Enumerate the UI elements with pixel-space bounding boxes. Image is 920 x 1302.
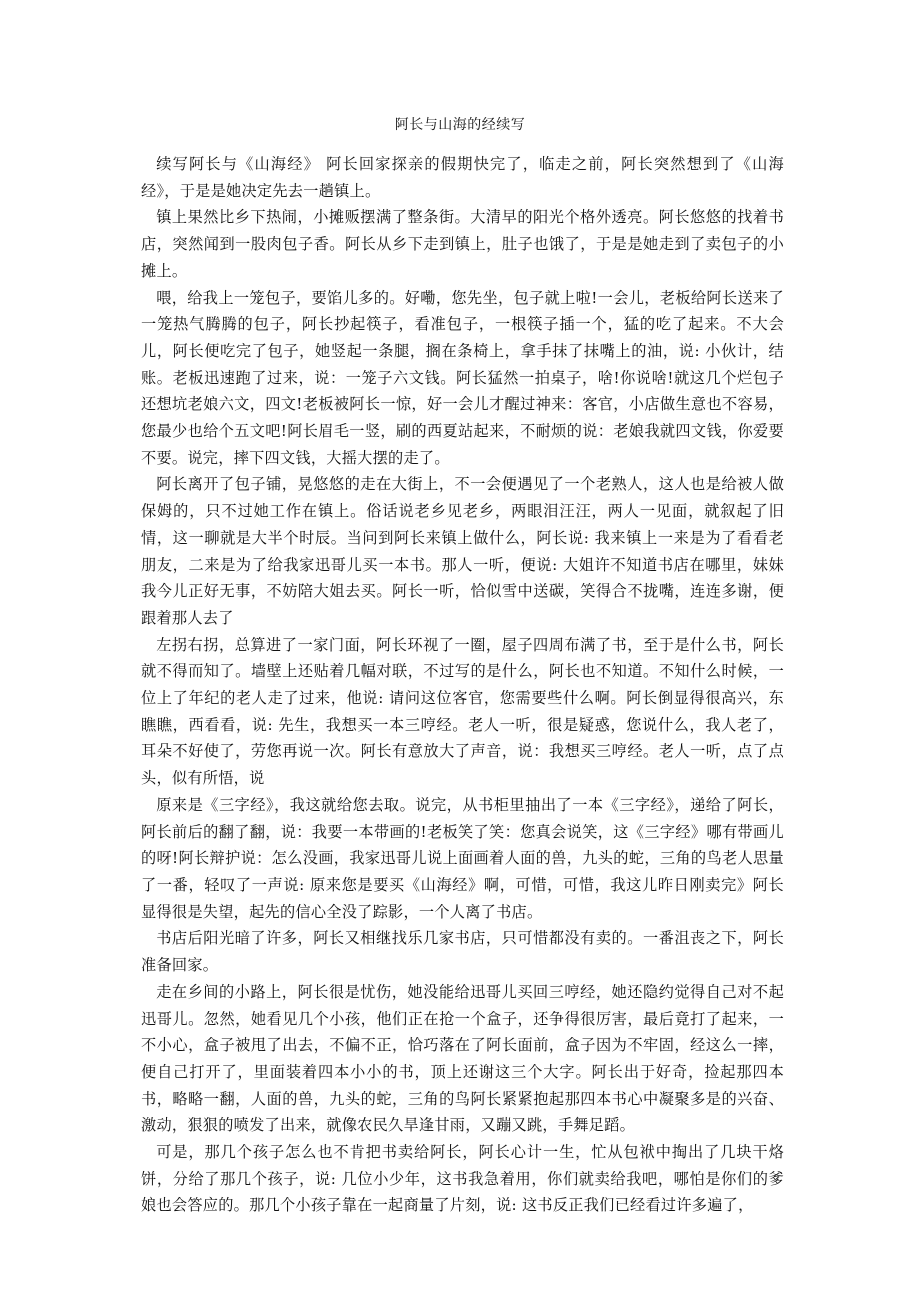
paragraph: 喂，给我上一笼包子，要馅儿多的。好嘞，您先坐，包子就上啦!一会儿，老板给阿长送来了一笼热气腾腾的包子，阿长抄起筷子，看准包子，一根筷子插一个，猛的吃了起来。不大会儿，阿长便吃完了包子，她竖起一条腿，搁在条椅上，拿手抹了抹嘴上的油，说: 小伙计，结账。老板迅速跑了过来，说：一笼子六文钱。阿长猛然一拍桌子，啥!你说啥!就这几个烂包子还想坑老娘六文，四文!老板被阿长一惊，好一会儿才醒过神来：客官，小店做生意也不容易，您最少也给个五文吧!阿长眉毛一竖，刷的西夏站起来，不耐烦的说：老娘我就四文钱，你爱要不要。说完，摔下四文钱，大摇大摆的走了。 [141, 288, 784, 467]
paragraph: 书店后阳光暗了许多，阿长又相继找乐几家书店，只可惜都没有卖的。一番沮丧之下，阿长准备回家。 [141, 929, 784, 975]
paragraph: 可是，那几个孩子怎么也不肯把书卖给阿长，阿长心计一生，忙从包袱中掏出了几块干烙饼，分给了那几个孩子，说: 几位小少年，这书我急着用，你们就卖给我吧，哪怕是你们的爹娘也会答应的。那几个小孩子靠在一起商量了片刻，说: 这书反正我们已经看过许多遍了， [141, 1143, 784, 1215]
paragraph: 左拐右拐，总算进了一家门面，阿长环视了一圈，屋子四周布满了书，至于是什么书，阿长就不得而知了。墙壁上还贴着几幅对联，不过写的是什么，阿长也不知道。不知什么时候，一位上了年纪的老人走了过来，他说: 请问这位客官，您需要些什么啊。阿长倒显得很高兴，东瞧瞧，西看看，说: 先生，我想买一本三哼经。老人一听，很是疑惑，您说什么，我人老了，耳朵不好使了，劳您再说一次。阿长有意放大了声音，说：我想买三哼经。老人一听，点了点头，似有所悟，说 [141, 635, 784, 788]
paragraph: 原来是《三字经》，我这就给您去取。说完，从书柜里抽出了一本《三字经》，递给了阿长，阿长前后的翻了翻，说：我要一本带画的!老板笑了笑：您真会说笑，这《三字经》哪有带画儿的呀!阿长辩护说：怎么没画，我家迅哥儿说上面画着人面的兽，九头的蛇，三角的鸟老人思量了一番，轻叹了一声说: 原来您是要买《山海经》啊，可惜，可惜，我这儿昨日刚卖完》阿长显得很是失望，起先的信心全没了踪影，一个人离了书店。 [141, 795, 784, 921]
paragraph: 续写阿长与《山海经》 阿长回家探亲的假期快完了，临走之前，阿长突然想到了《山海经》，于是是她决定先去一趟镇上。 [141, 155, 784, 200]
paragraph: 走在乡间的小路上，阿长很是忧伤，她没能给迅哥儿买回三哼经，她还隐约觉得自己对不起迅哥儿。忽然，她看见几个小孩，他们正在抢一个盒子，还争得很厉害，最后竟打了起来，一不小心，盒子被甩了出去，不偏不正，恰巧落在了阿长面前，盒子因为不牢固，经这么一摔，便自己打开了，里面装着四本小小的书，顶上还谢这三个大字。阿长出于好奇，捡起那四本书，略略一翻，人面的兽，九头的蛇，三角的鸟阿长紧紧抱起那四本书心中凝聚多是的兴奋、激动，狠狠的喷发了出来，就像农民久旱逢甘雨，又蹦又跳，手舞足蹈。 [141, 982, 784, 1135]
paragraph: 镇上果然比乡下热闹，小摊贩摆满了整条街。大清早的阳光个格外透亮。阿长悠悠的找着书店，突然闻到一股肉包子香。阿长从乡下走到镇上，肚子也饿了，于是是她走到了卖包子的小摊上。 [141, 208, 784, 280]
document-body [141, 151, 784, 1219]
paragraph: 阿长离开了包子铺，晃悠悠的走在大街上，不一会便遇见了一个老熟人，这人也是给被人做保姆的，只不过她工作在镇上。俗话说老乡见老乡，两眼泪汪汪，两人一见面，就叙起了旧情，这一聊就是大半个时辰。当问到阿长来镇上做什么，阿长说: 我来镇上一来是为了看看老朋友，二来是为了给我家迅哥儿买一本书。那人一听，便说: 大姐许不知道书店在哪里，妹妹我今儿正好无事，不妨陪大姐去买。阿长一听，恰似雪中送碳，笑得合不拢嘴，连连多谢，便跟着那人去了 [141, 475, 784, 627]
document-title: 阿长与山海的经续写 [394, 117, 526, 133]
